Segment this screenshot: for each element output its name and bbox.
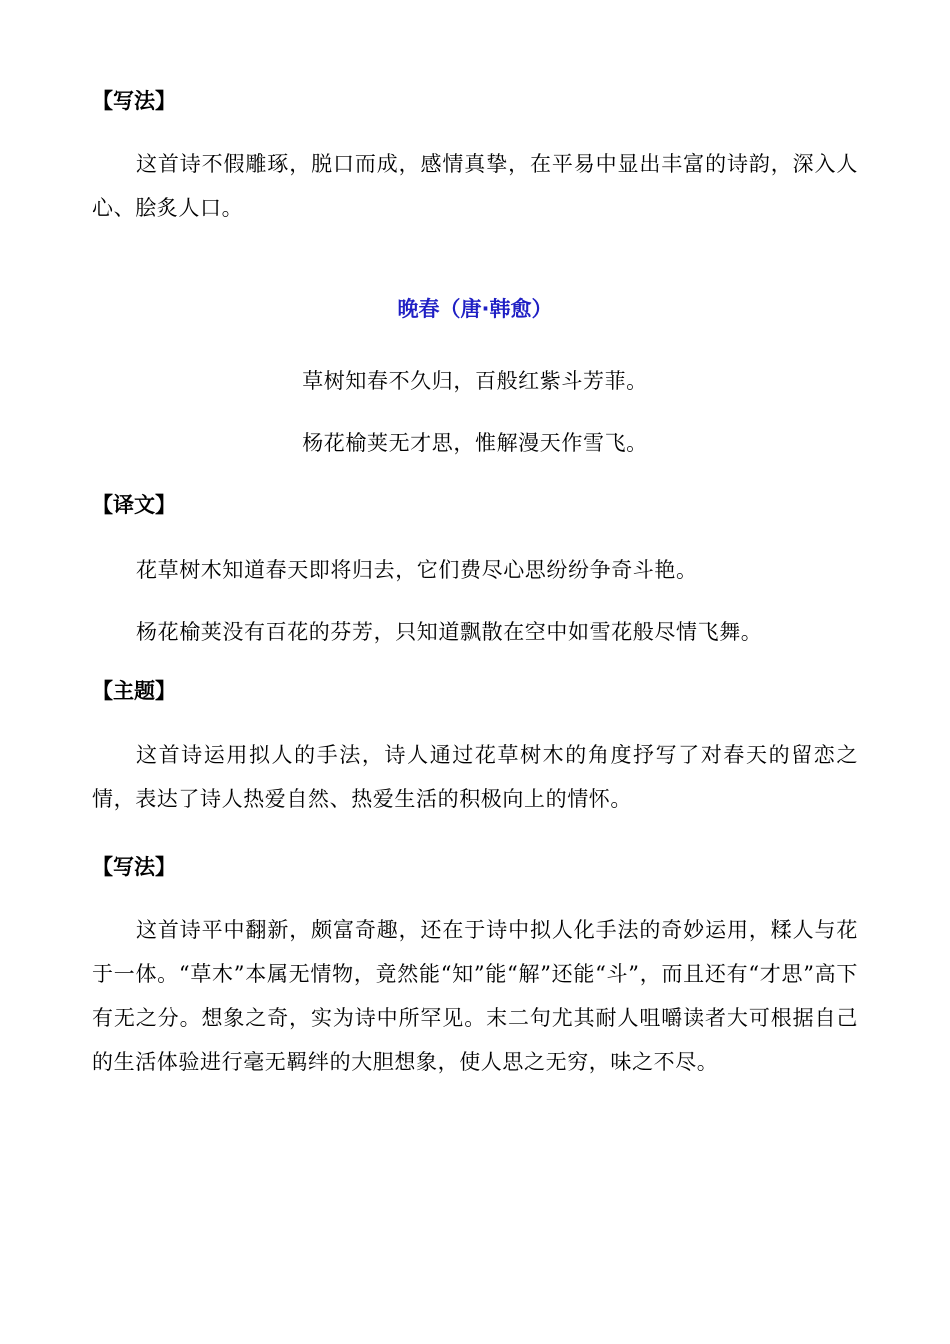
writing-heading-2: 【写法】 bbox=[92, 855, 176, 879]
poem-line-1: 草树知春不久归，百般红紫斗芳菲。 bbox=[302, 369, 648, 393]
writing-heading-1: 【写法】 bbox=[92, 89, 176, 113]
theme-heading: 【主题】 bbox=[92, 679, 176, 703]
poem-title: 晚春（唐·韩愈） bbox=[397, 297, 553, 321]
translation-paragraph-2: 杨花榆荚没有百花的芬芳，只知道飘散在空中如雪花般尽情飞舞。 bbox=[136, 620, 763, 644]
writing-paragraph-1: 这首诗不假雕琢，脱口而成，感情真挚，在平易中显出丰富的诗韵，深入人心、脍炙人口。 bbox=[92, 152, 858, 220]
theme-paragraph: 这首诗运用拟人的手法，诗人通过花草树木的角度抒写了对春天的留恋之情，表达了诗人热爱自然、热爱生活的积极向上的情怀。 bbox=[92, 743, 858, 811]
translation-paragraph-1: 花草树木知道春天即将归去，它们费尽心思纷纷争奇斗艳。 bbox=[136, 558, 698, 582]
writing-paragraph-2: 这首诗平中翻新，颇富奇趣，还在于诗中拟人化手法的奇妙运用，糅人与花于一体。“草木”本属无情物，竟然能“知”能“解”还能“斗”，而且还有“才思”高下有无之分。想象之奇，实为诗中所罕见。末二句尤其耐人咀嚼读者大可根据自己的生活体验进行毫无羁绊的大胆想象，使人思之无穷，味之不尽。 bbox=[92, 918, 858, 1074]
poem-line-2: 杨花榆荚无才思，惟解漫天作雪飞。 bbox=[302, 431, 648, 455]
translation-heading: 【译文】 bbox=[92, 493, 176, 517]
